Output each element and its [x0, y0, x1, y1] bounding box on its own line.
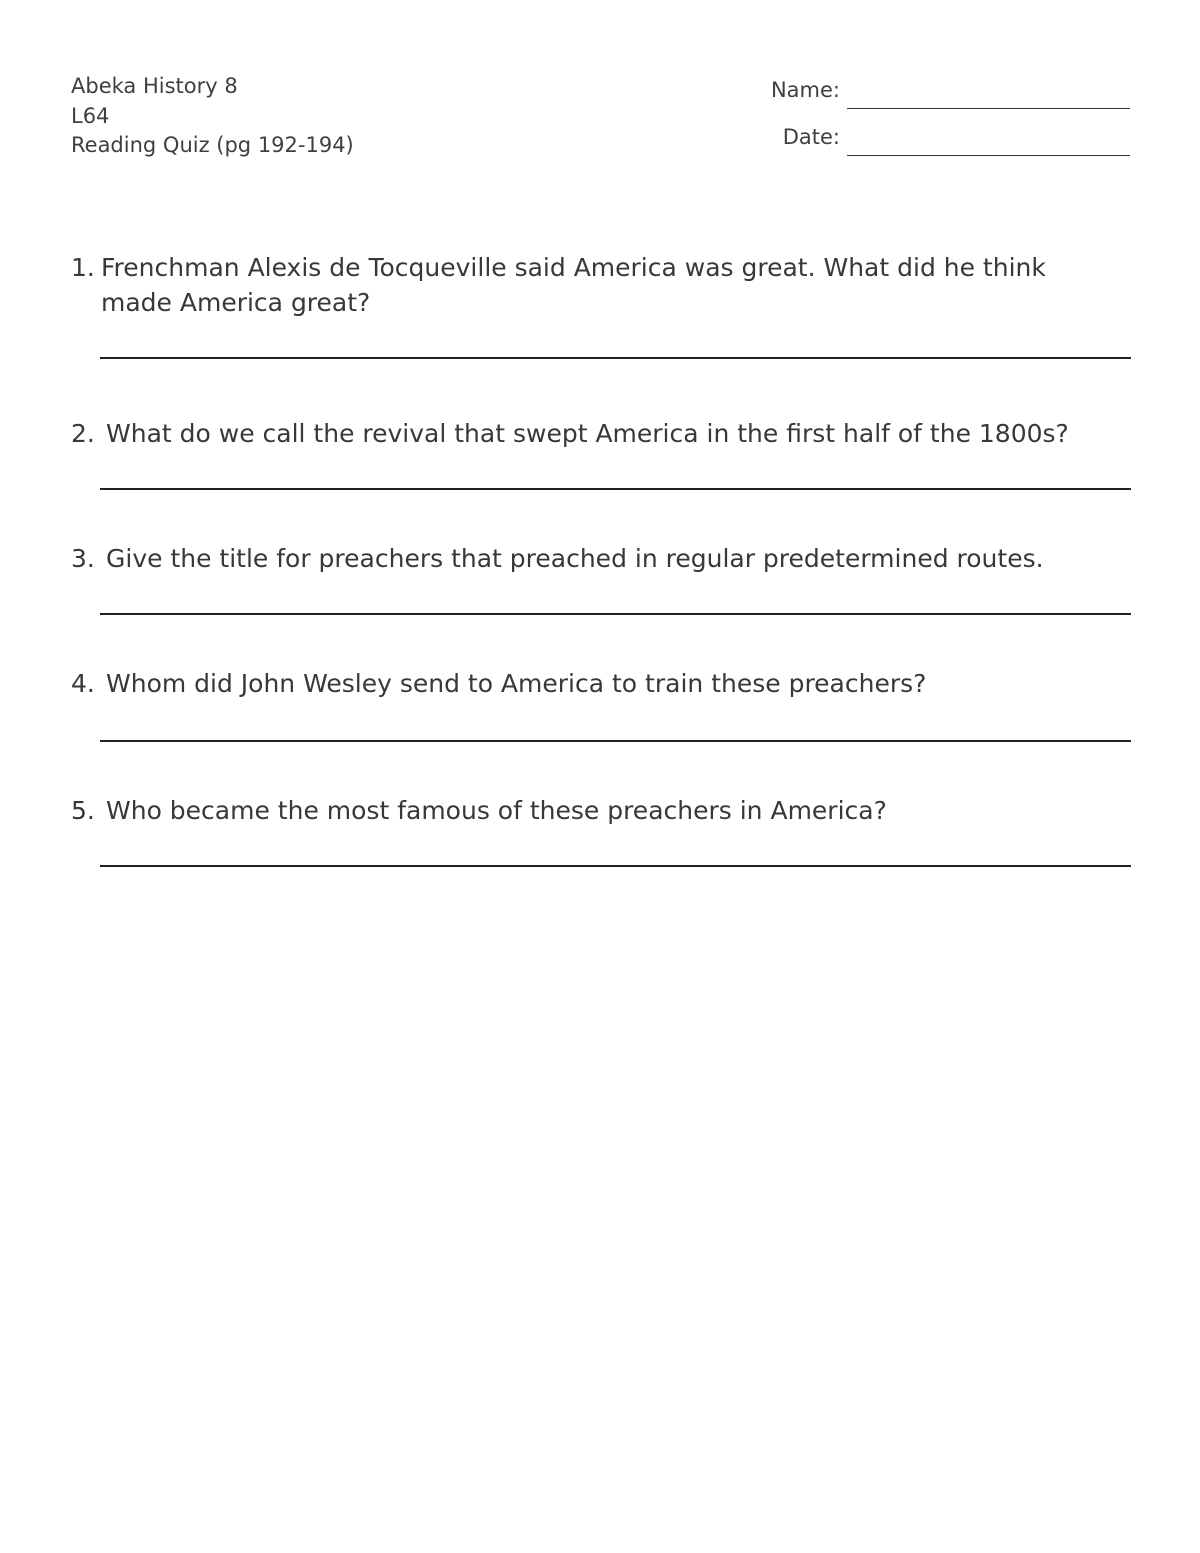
name-label: Name: — [770, 78, 840, 102]
name-field-row — [740, 74, 1130, 121]
question-text: Give the title for preachers that preached in regular predetermined routes. — [106, 544, 1044, 573]
date-label: Date: — [782, 125, 840, 149]
question-text: Frenchman Alexis de Tocqueville said America was great. What did he think made America great? — [101, 253, 1046, 317]
question-text: Whom did John Wesley send to America to train these preachers? — [106, 669, 927, 698]
question-number: 5. — [71, 796, 95, 825]
answer-line[interactable] — [100, 740, 1131, 742]
question-text: What do we call the revival that swept America in the first half of the 1800s? — [106, 419, 1069, 448]
question-number: 1. — [71, 253, 95, 282]
question-number: 4. — [71, 669, 95, 698]
question-item — [71, 666, 1131, 742]
name-blank-line[interactable] — [847, 108, 1130, 109]
course-title: Abeka History 8 — [71, 74, 238, 98]
answer-line[interactable] — [100, 865, 1131, 867]
question-list — [71, 250, 1131, 867]
lesson-number: L64 — [71, 103, 110, 128]
question-item — [71, 541, 1131, 615]
student-info-fields — [740, 74, 1130, 168]
quiz-title: Reading Quiz (pg 192-194) — [71, 133, 354, 157]
question-item — [71, 793, 1131, 867]
answer-line[interactable] — [100, 357, 1131, 359]
question-text: Who became the most famous of these preachers in America? — [106, 796, 887, 825]
question-item — [71, 416, 1131, 490]
question-number: 3. — [71, 544, 95, 573]
question-item — [71, 250, 1131, 359]
answer-line[interactable] — [100, 613, 1131, 615]
quiz-header-info — [71, 72, 354, 161]
date-blank-line[interactable] — [847, 155, 1130, 156]
answer-line[interactable] — [100, 488, 1131, 490]
date-field-row — [740, 121, 1130, 168]
question-number: 2. — [71, 419, 95, 448]
